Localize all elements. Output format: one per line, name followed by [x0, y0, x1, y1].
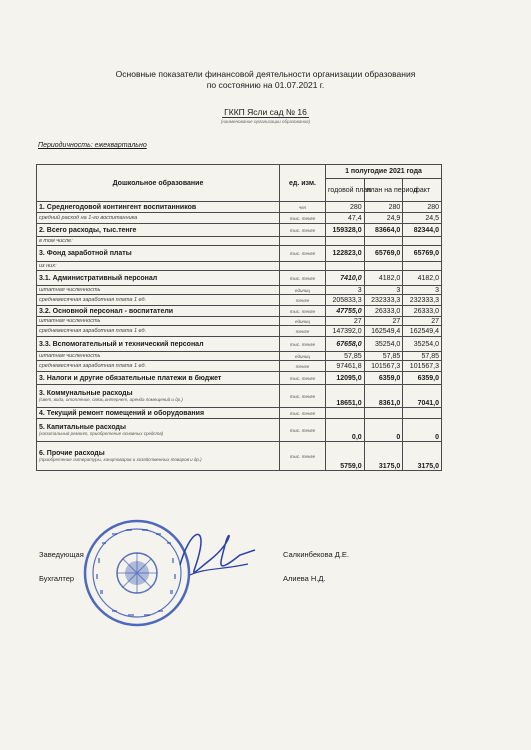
table-row: [37, 295, 442, 306]
cell-plan: 0: [364, 419, 403, 442]
row-unit: тенге: [280, 295, 326, 306]
row-unit: тыс. тенге: [280, 337, 326, 352]
cell-annual: 27: [326, 317, 365, 326]
row-label: 6. Прочие расходы (приобретение литературы, канцтоваров и хозяйственных товаров и др.): [37, 442, 280, 471]
periodicity: Периодичность: ежеквартально: [38, 142, 147, 149]
row-label: 2. Всего расходы, тыс.тенге: [37, 224, 280, 237]
cell-annual: 5759,0: [326, 442, 365, 471]
cell-fact: 3: [403, 286, 442, 295]
row-label: 3. Налоги и другие обязательные платежи в бюджет: [37, 372, 280, 385]
header-annual: годовой план: [326, 179, 365, 202]
cell-annual: 47,4: [326, 213, 365, 224]
table-row: [37, 202, 442, 213]
cell-annual: 205833,3: [326, 295, 365, 306]
table-row: [37, 317, 442, 326]
cell-annual: 18651,0: [326, 385, 365, 408]
cell-plan: 65769,0: [364, 246, 403, 262]
organization-name: ГККП Ясли сад № 16: [224, 107, 307, 117]
row-unit: тыс. тенге: [280, 372, 326, 385]
cell-annual: [326, 262, 365, 271]
header-fact: факт: [403, 179, 442, 202]
row-label: штатная численность: [37, 352, 280, 361]
row-unit: единиц: [280, 317, 326, 326]
row-unit: тыс. тенге: [280, 385, 326, 408]
row-unit: единиц: [280, 352, 326, 361]
table-row: [37, 408, 442, 419]
organization-caption: (наименование организации образования): [220, 119, 311, 124]
table-row: [37, 262, 442, 271]
row-label: 3.1. Административный персонал: [37, 271, 280, 286]
head-label: Заведующая: [39, 550, 84, 559]
handwritten-signature: [170, 520, 260, 590]
header-plan: план на период: [364, 179, 403, 202]
header-section: Дошкольное образование: [37, 165, 280, 202]
cell-fact: 6359,0: [403, 372, 442, 385]
row-label: 3. Фонд заработной платы: [37, 246, 280, 262]
cell-annual: 7410,0: [326, 271, 365, 286]
table-row: [37, 361, 442, 372]
row-unit: тыс. тенге: [280, 271, 326, 286]
row-label: штатная численность: [37, 286, 280, 295]
row-label: 4. Текущий ремонт помещений и оборудования: [37, 408, 280, 419]
cell-fact: 162549,4: [403, 326, 442, 337]
cell-fact: 0: [403, 419, 442, 442]
row-label: штатная численность: [37, 317, 280, 326]
financial-table: [36, 164, 442, 471]
cell-plan: 3175,0: [364, 442, 403, 471]
cell-plan: 232333,3: [364, 295, 403, 306]
row-label: 1. Среднегодовой контингент воспитанников: [37, 202, 280, 213]
row-unit: чел: [280, 202, 326, 213]
cell-annual: [326, 237, 365, 246]
accountant-label: Бухгалтер: [39, 574, 75, 583]
cell-annual: 47755,0: [326, 306, 365, 317]
cell-fact: 26333,0: [403, 306, 442, 317]
cell-annual: 57,85: [326, 352, 365, 361]
cell-fact: [403, 237, 442, 246]
row-sublabel: (свет, вода, отопление, связь,интернет, арендa помещений и др.): [39, 397, 183, 402]
row-unit: тыс. тенге: [280, 224, 326, 237]
doc-title-line2: по состоянию на 01.07.2021 г.: [206, 80, 325, 90]
row-label: в том числе:: [37, 237, 280, 246]
cell-fact: 57,85: [403, 352, 442, 361]
accountant-name: Алиева Н.Д.: [283, 574, 326, 583]
row-sublabel: (капитальный ремонт, приобретение основных средств): [39, 431, 164, 436]
cell-plan: 280: [364, 202, 403, 213]
row-unit: тыс. тенге: [280, 408, 326, 419]
row-unit: [280, 237, 326, 246]
cell-plan: [364, 408, 403, 419]
cell-fact: 4182,0: [403, 271, 442, 286]
table-row: [37, 442, 442, 471]
table-row: [37, 286, 442, 295]
cell-plan: 4182,0: [364, 271, 403, 286]
cell-annual: 12095,0: [326, 372, 365, 385]
doc-title-line1: Основные показатели финансовой деятельности организации образования: [115, 69, 416, 79]
row-label: среднемесячная заработная плата 1 ед.: [37, 326, 280, 337]
row-label: среднемесячная заработная плата 1 ед.: [37, 295, 280, 306]
cell-plan: 26333,0: [364, 306, 403, 317]
cell-plan: 101567,3: [364, 361, 403, 372]
cell-annual: 122823,0: [326, 246, 365, 262]
cell-plan: 6359,0: [364, 372, 403, 385]
row-unit: тенге: [280, 361, 326, 372]
table-row: [37, 306, 442, 317]
row-unit: тыс. тенге: [280, 306, 326, 317]
cell-plan: [364, 262, 403, 271]
table-row: [37, 213, 442, 224]
cell-fact: 101567,3: [403, 361, 442, 372]
row-label: средний расход на 1-го воспитанника: [37, 213, 280, 224]
table-row: [37, 224, 442, 237]
cell-annual: 3: [326, 286, 365, 295]
table-row: [37, 385, 442, 408]
table-row: [37, 352, 442, 361]
row-label: 5. Капитальные расходы (капитальный ремонт, приобретение основных средств): [37, 419, 280, 442]
table-row: [37, 237, 442, 246]
row-label: 3. Коммунальные расходы (свет, вода, отопление, связь,интернет, арендa помещений и др.): [37, 385, 280, 408]
cell-plan: [364, 237, 403, 246]
cell-fact: 27: [403, 317, 442, 326]
table-header-row: [37, 165, 442, 179]
cell-annual: 67658,0: [326, 337, 365, 352]
row-label: из них:: [37, 262, 280, 271]
row-unit: тыс. тенге: [280, 442, 326, 471]
cell-fact: [403, 408, 442, 419]
table-row: [37, 326, 442, 337]
row-unit: тыс. тенге: [280, 246, 326, 262]
row-unit: [280, 262, 326, 271]
cell-fact: [403, 262, 442, 271]
row-unit: тыс. тенге: [280, 213, 326, 224]
cell-fact: 82344,0: [403, 224, 442, 237]
header-unit: ед. изм.: [280, 165, 326, 202]
cell-plan: 8361,0: [364, 385, 403, 408]
cell-plan: 27: [364, 317, 403, 326]
cell-fact: 280: [403, 202, 442, 213]
row-unit: единиц: [280, 286, 326, 295]
cell-plan: 162549,4: [364, 326, 403, 337]
row-unit: тыс. тенге: [280, 419, 326, 442]
head-name: Салкинбекова Д.Е.: [283, 550, 349, 559]
table-row: [37, 372, 442, 385]
row-label: 3.2. Основной персонал - воспитатели: [37, 306, 280, 317]
row-unit: тенге: [280, 326, 326, 337]
cell-plan: 35254,0: [364, 337, 403, 352]
cell-fact: 24,5: [403, 213, 442, 224]
header-period: 1 полугодие 2021 года: [326, 165, 442, 179]
table-row: [37, 337, 442, 352]
cell-annual: 97461,8: [326, 361, 365, 372]
row-sublabel: (приобретение литературы, канцтоваров и хозяйственных товаров и др.): [39, 457, 202, 462]
cell-plan: 3: [364, 286, 403, 295]
table-row: [37, 271, 442, 286]
cell-fact: 35254,0: [403, 337, 442, 352]
cell-plan: 57,85: [364, 352, 403, 361]
cell-plan: 24,9: [364, 213, 403, 224]
cell-fact: 232333,3: [403, 295, 442, 306]
table-row: [37, 246, 442, 262]
cell-fact: 3175,0: [403, 442, 442, 471]
cell-fact: 65769,0: [403, 246, 442, 262]
table-row: [37, 419, 442, 442]
cell-plan: 83664,0: [364, 224, 403, 237]
cell-annual: 0,0: [326, 419, 365, 442]
cell-annual: [326, 408, 365, 419]
row-label: среднемесячная заработная плата 1 ед.: [37, 361, 280, 372]
cell-annual: 159328,0: [326, 224, 365, 237]
cell-annual: 147392,0: [326, 326, 365, 337]
cell-annual: 280: [326, 202, 365, 213]
row-label: 3.3. Вспомогательный и технический персонал: [37, 337, 280, 352]
cell-fact: 7041,0: [403, 385, 442, 408]
